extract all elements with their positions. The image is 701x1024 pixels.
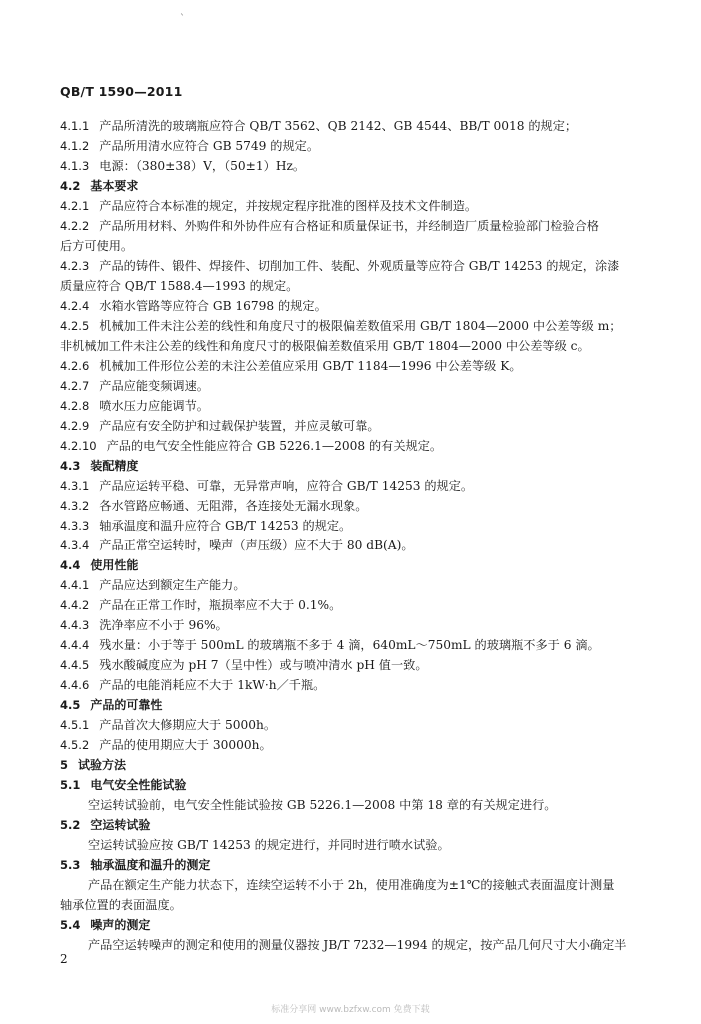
text-line — [60, 298, 661, 314]
text-line — [88, 797, 661, 813]
text-line — [60, 318, 661, 334]
clause-number: 4.2.4 — [60, 299, 90, 313]
clause-number: 4.4 — [60, 558, 81, 572]
clause-number: 4.5.1 — [60, 718, 90, 732]
clause-number: 4.2.3 — [60, 259, 90, 273]
watermark-footer: 标准分享网 www.bzfxw.com 免费下载 — [271, 1005, 430, 1015]
text-line — [60, 158, 661, 174]
text-line — [60, 897, 661, 913]
clause-number: 4.3.2 — [60, 499, 90, 513]
text-line — [60, 518, 661, 534]
text-line — [60, 278, 661, 294]
text-line — [60, 537, 661, 553]
clause-number: 4.4.1 — [60, 578, 90, 592]
clause-text: 产品空运转噪声的测定和使用的测量仪器按 JB/T 7232—1994 的规定，按产品几何尺寸大小确定半 — [88, 938, 627, 952]
clause-text: 轴承温度和温升的测定 — [90, 858, 211, 872]
clause-number: 4.1.2 — [60, 139, 90, 153]
section-heading — [60, 857, 661, 873]
clause-text: 非机械加工件未注公差的线性和角度尺寸的极限偏差数值采用 GB/T 1804—2000 中公差等级 c。 — [60, 339, 590, 353]
section-heading — [60, 178, 661, 194]
clause-number: 4.2.6 — [60, 359, 90, 373]
clause-text: 产品所用材料、外购件和外协件应有合格证和质量保证书，并经制造厂质量检验部门检验合格 — [99, 219, 599, 233]
clause-text: 产品应达到额定生产能力。 — [99, 578, 246, 592]
clause-text: 后方可使用。 — [60, 239, 134, 253]
stray-mark: ` — [180, 14, 185, 25]
clause-text: 残水量：小于等于 500mL 的玻璃瓶不多于 4 滴，640mL～750mL 的玻璃瓶不多于 6 滴。 — [99, 638, 600, 652]
text-line — [60, 637, 661, 653]
clause-number: 5 — [60, 758, 69, 772]
clause-number: 4.1.3 — [60, 159, 90, 173]
clause-number: 4.4.5 — [60, 658, 90, 672]
clause-text: 机械加工件未注公差的线性和角度尺寸的极限偏差数值采用 GB/T 1804—2000 中公差等级 m； — [99, 319, 622, 333]
clause-text: 喷水压力应能调节。 — [99, 399, 209, 413]
clause-text: 产品的可靠性 — [90, 698, 163, 712]
text-line — [60, 677, 661, 693]
text-line — [60, 498, 661, 514]
section-heading — [60, 557, 661, 573]
text-line — [60, 398, 661, 414]
clause-text: 使用性能 — [90, 558, 139, 572]
text-line — [60, 198, 661, 214]
text-line — [60, 597, 661, 613]
clause-text: 产品首次大修期应大于 5000h。 — [99, 718, 277, 732]
clause-text: 产品的电气安全性能应符合 GB 5226.1—2008 的有关规定。 — [106, 439, 443, 453]
clause-text: 质量应符合 QB/T 1588.4—1993 的规定。 — [60, 279, 299, 293]
text-line — [60, 358, 661, 374]
clause-number: 4.4.6 — [60, 678, 90, 692]
clause-text: 产品在正常工作时，瓶损率应不大于 0.1%。 — [99, 598, 342, 612]
clause-text: 轴承位置的表面温度。 — [60, 898, 182, 912]
clause-text: 产品正常空运转时，噪声（声压级）应不大于 80 dB(A)。 — [99, 538, 414, 552]
text-line — [88, 837, 661, 853]
clause-number: 4.2.2 — [60, 219, 90, 233]
clause-number: 5.4 — [60, 918, 81, 932]
clause-text: 轴承温度和温升应符合 GB/T 14253 的规定。 — [99, 519, 352, 533]
clause-number: 4.2.9 — [60, 419, 90, 433]
clause-number: 5.3 — [60, 858, 81, 872]
clause-text: 产品的电能消耗应不大于 1kW·h／千瓶。 — [99, 678, 326, 692]
clause-number: 4.2.5 — [60, 319, 90, 333]
section-heading — [60, 777, 661, 793]
page-number: 2 — [60, 952, 68, 966]
text-line — [88, 937, 661, 953]
text-line — [60, 118, 661, 134]
text-line — [60, 717, 661, 733]
text-line — [60, 657, 661, 673]
clause-number: 4.1.1 — [60, 119, 90, 133]
clause-text: 空运转试验前，电气安全性能试验按 GB 5226.1—2008 中第 18 章的有关规定进行。 — [88, 798, 557, 812]
section-heading — [60, 757, 661, 773]
text-line — [60, 737, 661, 753]
text-line — [88, 877, 661, 893]
text-line — [60, 478, 661, 494]
clause-number: 4.2 — [60, 179, 81, 193]
clause-text: 产品的使用期应大于 30000h。 — [99, 738, 272, 752]
text-line — [60, 258, 661, 274]
clause-number: 4.5.2 — [60, 738, 90, 752]
clause-number: 4.2.1 — [60, 199, 90, 213]
text-line — [60, 338, 661, 354]
text-line — [60, 238, 661, 254]
text-line — [60, 378, 661, 394]
clause-text: 电气安全性能试验 — [90, 778, 187, 792]
text-line — [60, 218, 661, 234]
clause-number: 4.3 — [60, 459, 81, 473]
clause-number: 4.5 — [60, 698, 81, 712]
section-heading — [60, 458, 661, 474]
section-heading — [60, 917, 661, 933]
clause-number: 4.4.4 — [60, 638, 90, 652]
clause-number: 5.2 — [60, 818, 81, 832]
clause-text: 产品所清洗的玻璃瓶应符合 QB/T 3562、QB 2142、GB 4544、BB/T 0018 的规定； — [99, 119, 578, 133]
clause-number: 4.2.10 — [60, 439, 97, 453]
clause-text: 各水管路应畅通、无阻滞，各连接处无漏水现象。 — [99, 499, 368, 513]
text-line — [60, 577, 661, 593]
section-heading — [60, 817, 661, 833]
clause-text: 产品的铸件、锻件、焊接件、切削加工件、装配、外观质量等应符合 GB/T 14253 的规定，涂漆 — [99, 259, 620, 273]
clause-text: 产品所用清水应符合 GB 5749 的规定。 — [99, 139, 320, 153]
section-heading — [60, 697, 661, 713]
clause-text: 装配精度 — [90, 459, 139, 473]
clause-text: 残水酸碱度应为 pH 7（呈中性）或与喷冲清水 pH 值一致。 — [99, 658, 428, 672]
clause-text: 产品应符合本标准的规定，并按规定程序批准的图样及技术文件制造。 — [99, 199, 478, 213]
clause-text: 洗净率应不小于 96%。 — [99, 618, 228, 632]
standard-code-header: QB/T 1590—2011 — [60, 84, 183, 99]
clause-text: 试验方法 — [78, 758, 127, 772]
clause-number: 4.3.4 — [60, 538, 90, 552]
clause-text: 产品在额定生产能力状态下，连续空运转不小于 2h，使用准确度为±1℃的接触式表面温度计测量 — [88, 878, 615, 892]
clause-text: 水箱水管路等应符合 GB 16798 的规定。 — [99, 299, 327, 313]
text-line — [60, 418, 661, 434]
clause-text: 产品应有安全防护和过载保护装置，并应灵敏可靠。 — [99, 419, 380, 433]
clause-text: 噪声的测定 — [90, 918, 151, 932]
clause-number: 5.1 — [60, 778, 81, 792]
clause-text: 产品应运转平稳、可靠，无异常声响，应符合 GB/T 14253 的规定。 — [99, 479, 474, 493]
clause-text: 电源：（380±38）V，（50±1）Hz。 — [99, 159, 306, 173]
clause-text: 基本要求 — [90, 179, 139, 193]
text-line — [60, 438, 661, 454]
clause-number: 4.4.2 — [60, 598, 90, 612]
clause-text: 空运转试验 — [90, 818, 151, 832]
clause-number: 4.4.3 — [60, 618, 90, 632]
text-line — [60, 138, 661, 154]
clause-number: 4.3.3 — [60, 519, 90, 533]
clause-text: 空运转试验应按 GB/T 14253 的规定进行，并同时进行喷水试验。 — [88, 838, 450, 852]
text-line — [60, 617, 661, 633]
clause-number: 4.2.8 — [60, 399, 90, 413]
clause-text: 产品应能变频调速。 — [99, 379, 209, 393]
clause-number: 4.2.7 — [60, 379, 90, 393]
clause-number: 4.3.1 — [60, 479, 90, 493]
clause-text: 机械加工件形位公差的未注公差值应采用 GB/T 1184—1996 中公差等级 K。 — [99, 359, 522, 373]
